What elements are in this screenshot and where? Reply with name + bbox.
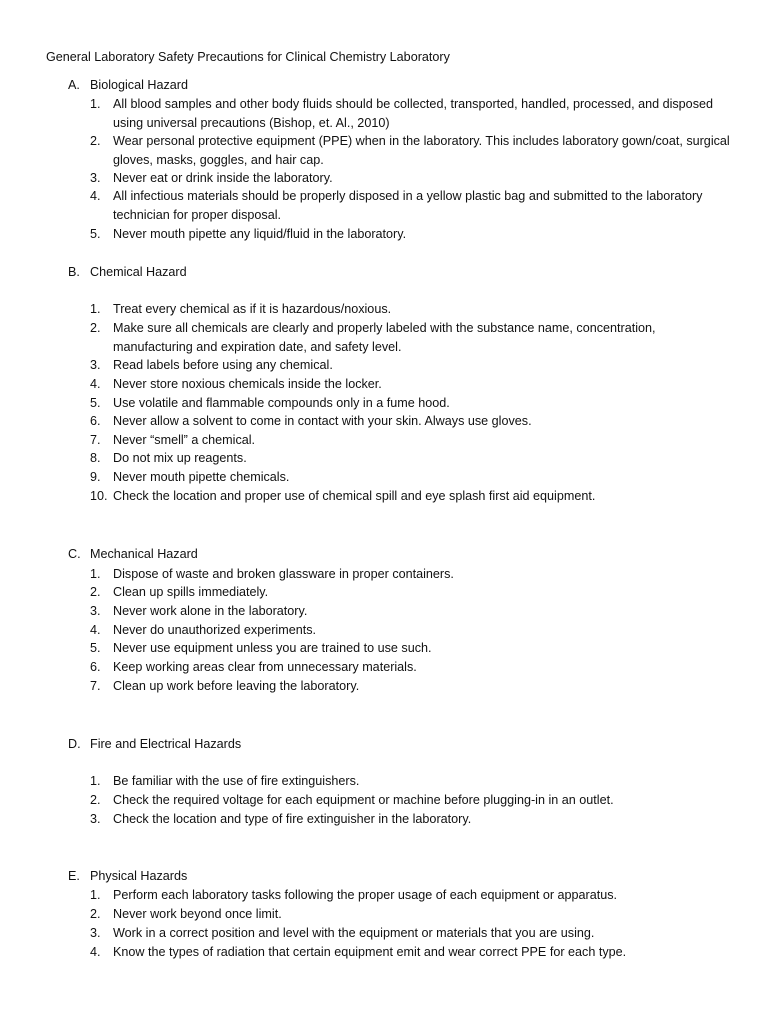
- list-item: [90, 356, 730, 375]
- item-text: Do not mix up reagents.: [113, 451, 247, 465]
- item-text: Know the types of radiation that certain equipment emit and wear correct PPE for each type.: [113, 945, 627, 959]
- section-heading: [68, 867, 187, 885]
- section-title: Physical Hazards: [90, 869, 188, 883]
- item-number: 3.: [90, 926, 101, 940]
- list-item: [90, 810, 730, 829]
- list-item: [90, 225, 730, 244]
- list-item: [90, 639, 730, 658]
- section-letter: C.: [68, 547, 81, 561]
- item-number: 2.: [90, 134, 101, 148]
- item-number: 1.: [90, 774, 101, 788]
- item-text: Make sure all chemicals are clearly and properly labeled with the substance name, concentration, manufacturing and expiration date, and safety level.: [113, 321, 656, 354]
- item-number: 3.: [90, 358, 101, 372]
- list-item: [90, 468, 730, 487]
- section-heading: [68, 263, 187, 281]
- item-text: Check the location and proper use of chemical spill and eye splash first aid equipment.: [113, 489, 596, 503]
- item-text: Perform each laboratory tasks following the proper usage of each equipment or apparatus.: [113, 888, 618, 902]
- section-title: Mechanical Hazard: [90, 547, 198, 561]
- section-heading: [68, 735, 241, 753]
- section-heading: [68, 76, 188, 94]
- item-number: 5.: [90, 227, 101, 241]
- item-text: Wear personal protective equipment (PPE) when in the laboratory. This includes laboratory gown/coat, surgical gloves, masks, goggles, and hair cap.: [113, 134, 730, 167]
- section-letter: B.: [68, 265, 80, 279]
- item-text: Never allow a solvent to come in contact with your skin. Always use gloves.: [113, 414, 532, 428]
- item-number: 9.: [90, 470, 101, 484]
- item-number: 1.: [90, 97, 101, 111]
- list-item: [90, 431, 730, 450]
- item-number: 2.: [90, 585, 101, 599]
- document-title: General Laboratory Safety Precautions for Clinical Chemistry Laboratory: [46, 50, 450, 64]
- item-number: 4.: [90, 945, 101, 959]
- item-text: Never work alone in the laboratory.: [113, 604, 308, 618]
- item-number: 5.: [90, 641, 101, 655]
- item-text: Never mouth pipette chemicals.: [113, 470, 290, 484]
- item-text: Work in a correct position and level with the equipment or materials that you are using.: [113, 926, 595, 940]
- item-text: Keep working areas clear from unnecessary materials.: [113, 660, 417, 674]
- list-item: [90, 375, 730, 394]
- list-item: [90, 169, 730, 188]
- section-letter: A.: [68, 78, 80, 92]
- item-text: Check the location and type of fire extinguisher in the laboratory.: [113, 812, 472, 826]
- item-text: Never do unauthorized experiments.: [113, 623, 317, 637]
- item-text: Never mouth pipette any liquid/fluid in the laboratory.: [113, 227, 407, 241]
- list-item: [90, 791, 730, 810]
- item-number: 8.: [90, 451, 101, 465]
- list-item: [90, 300, 730, 319]
- list-item: [90, 658, 730, 677]
- item-number: 7.: [90, 433, 101, 447]
- section-title: Chemical Hazard: [90, 265, 187, 279]
- item-text: Never work beyond once limit.: [113, 907, 282, 921]
- item-number: 4.: [90, 377, 101, 391]
- item-number: 3.: [90, 171, 101, 185]
- item-number: 10.: [90, 489, 108, 503]
- item-text: Check the required voltage for each equipment or machine before plugging-in in an outlet.: [113, 793, 614, 807]
- list-item: [90, 886, 730, 905]
- list-item: [90, 412, 730, 431]
- item-text: Use volatile and flammable compounds only in a fume hood.: [113, 396, 450, 410]
- item-number: 4.: [90, 623, 101, 637]
- section-heading: [68, 545, 198, 563]
- list-item: [90, 621, 730, 640]
- item-text: Treat every chemical as if it is hazardous/noxious.: [113, 302, 392, 316]
- list-item: [90, 565, 730, 584]
- list-item: [90, 583, 730, 602]
- item-text: Be familiar with the use of fire extinguishers.: [113, 774, 360, 788]
- item-text: Dispose of waste and broken glassware in proper containers.: [113, 567, 454, 581]
- list-item: [90, 132, 730, 169]
- list-item: [90, 187, 730, 224]
- item-number: 6.: [90, 660, 101, 674]
- item-text: All blood samples and other body fluids should be collected, transported, handled, processed, and disposed using universal precautions (Bishop, et. Al., 2010): [113, 97, 713, 130]
- list-item: [90, 319, 730, 356]
- list-item: [90, 487, 730, 506]
- item-number: 2.: [90, 907, 101, 921]
- list-item: [90, 924, 730, 943]
- list-item: [90, 95, 730, 132]
- item-number: 4.: [90, 189, 101, 203]
- list-item: [90, 449, 730, 468]
- item-number: 1.: [90, 567, 101, 581]
- item-number: 3.: [90, 604, 101, 618]
- item-text: Clean up work before leaving the laboratory.: [113, 679, 360, 693]
- item-text: Never store noxious chemicals inside the locker.: [113, 377, 382, 391]
- list-item: [90, 602, 730, 621]
- item-number: 2.: [90, 793, 101, 807]
- list-item: [90, 394, 730, 413]
- item-number: 7.: [90, 679, 101, 693]
- item-text: Never use equipment unless you are trained to use such.: [113, 641, 432, 655]
- section-title: Biological Hazard: [90, 78, 189, 92]
- section-letter: E.: [68, 869, 80, 883]
- item-number: 5.: [90, 396, 101, 410]
- item-number: 3.: [90, 812, 101, 826]
- item-number: 1.: [90, 888, 101, 902]
- item-text: Never “smell” a chemical.: [113, 433, 256, 447]
- section-letter: D.: [68, 737, 81, 751]
- list-item: [90, 772, 730, 791]
- item-number: 6.: [90, 414, 101, 428]
- item-text: All infectious materials should be properly disposed in a yellow plastic bag and submitted to the laboratory technician for proper disposal.: [113, 189, 703, 222]
- item-text: Clean up spills immediately.: [113, 585, 269, 599]
- item-text: Read labels before using any chemical.: [113, 358, 333, 372]
- item-number: 2.: [90, 321, 101, 335]
- item-text: Never eat or drink inside the laboratory.: [113, 171, 333, 185]
- section-title: Fire and Electrical Hazards: [90, 737, 242, 751]
- item-number: 1.: [90, 302, 101, 316]
- list-item: [90, 905, 730, 924]
- list-item: [90, 943, 730, 962]
- list-item: [90, 677, 730, 696]
